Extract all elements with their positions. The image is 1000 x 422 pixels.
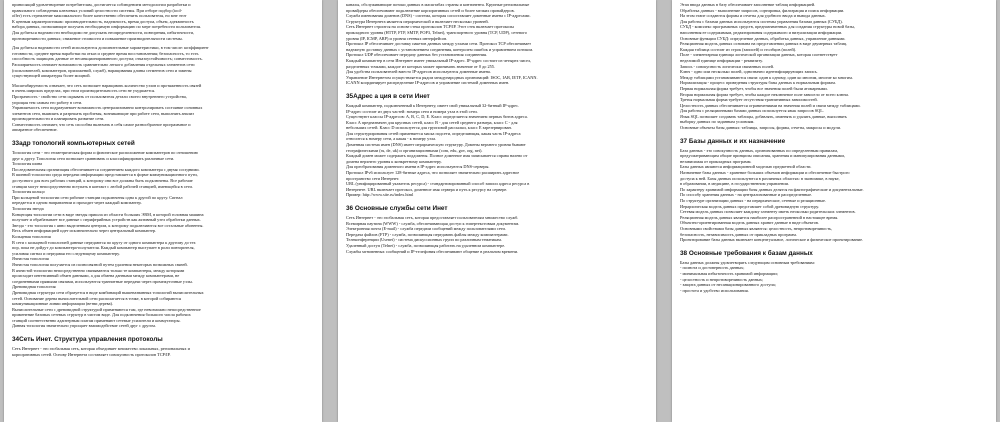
text-line: Структура Интернета является иерархической и включает несколько уровней. bbox=[346, 18, 489, 24]
text-paragraph bbox=[12, 45, 315, 79]
text-line: По характеру хранимой информации базы данных делятся на фактографические и документальные. bbox=[680, 186, 864, 192]
text-paragraph bbox=[12, 83, 315, 133]
text-line: доступного для всех рабочих станций, к которому они все должны быть подключены. Все рабочие bbox=[12, 178, 193, 184]
paragraph-gap bbox=[346, 86, 649, 90]
text-line: К ценным характеристикам: производительность, надежность, время доступа, объем, адекватность bbox=[12, 18, 194, 24]
text-line: географическими (ru, de, uk) и организационными (com, edu, gov, org, net). bbox=[346, 147, 483, 153]
text-line: доступа к ней. Базы данных используются в различных областях: в экономике, в науке, bbox=[680, 175, 840, 181]
text-line: offer) есть стремление максимального более качественно обеспечить пользователя, но мне этот bbox=[12, 13, 187, 19]
text-line: безопасность, независимость данных от прикладных программ. bbox=[680, 231, 797, 237]
text-line: Служба именования доменов (DNS) - система, которая сопоставляет доменные имена с IP-адресами. bbox=[346, 13, 531, 19]
text-line: Реляционная модель данных основана на представлении данных в виде двумерных таблиц. bbox=[680, 41, 848, 47]
text-paragraph bbox=[346, 2, 649, 86]
text-line: каналы, обслуживающие потоки данных в масштабах страны и континента. Крупные региональные bbox=[346, 2, 530, 7]
text-line: выборку данных по заданным условиям. bbox=[680, 119, 755, 125]
text-line: Вычислительные сети с древовидной структурой применяются там, где невозможно непосредственное bbox=[12, 306, 201, 312]
text-line: - простота и удобство использования. bbox=[680, 287, 749, 293]
text-line: URL (унифицированный указатель ресурса) - стандартизированный способ записи адреса ресурса в bbox=[346, 181, 530, 187]
text-line: неделимой единице информации - реквизиту. bbox=[680, 57, 763, 63]
text-line: Масштабируемость означает, что сеть позволяет наращивать количество узлов и протяженность связей bbox=[12, 82, 202, 88]
text-line: Существуют классы IP-адресов: A, B, C, D, E. Класс определяется значением первых битов адреса. bbox=[346, 114, 528, 120]
text-line: в образовании, в медицине, в государственном управлении. bbox=[680, 181, 789, 187]
document-page-2 bbox=[338, 0, 656, 422]
text-line: небольших сетей. Класс D используется для групповой рассылки, класс E зарезервирован. bbox=[346, 125, 512, 131]
text-line: Объектно-ориентированная модель данных хранит данные в виде объектов. bbox=[680, 220, 820, 226]
text-line: Управление Интернетом осуществляется рядом международных организаций: ISOC, IAB, IETF, ICANN. bbox=[346, 74, 538, 80]
text-line: Каждый компьютер, подключенный к Интернету, имеет свой уникальный 32-битный IP-адрес. bbox=[346, 102, 520, 108]
text-line: На этом этапе создаются формы и отчеты для удобного ввода и вывода данных. bbox=[680, 13, 826, 19]
text-line: Интернете. URL включает протокол, доменное имя сервера и путь к ресурсу на сервере. bbox=[346, 186, 508, 192]
text-line: существующей аппаратуры более мощной. bbox=[12, 73, 91, 79]
text-line: корпоративных сетей. Основу Интернета составляет совокупность протоколов TCP/IP. bbox=[12, 351, 171, 357]
text-line: Пример: http://www.site.ru/index.html bbox=[346, 192, 414, 198]
text-line: Базы данных являются информационной моделью предметной области. bbox=[680, 164, 812, 170]
text-line: Основными свойствами базы данных являются: целостность, непротиворечивость, bbox=[680, 225, 833, 231]
text-line: Древовидная топология bbox=[12, 284, 56, 290]
text-line: Прозрачность - свойство сети скрывать от пользователя детали своего внутреннего устройства, bbox=[12, 93, 187, 99]
text-line: Сеть Интернет строится на основе стека протоколов TCP/IP. Этот стек включает протоколы bbox=[346, 24, 514, 30]
text-line: Для добиться надежности сетей используются дополнительные характеристики, в том числе: коэффициент bbox=[12, 45, 209, 51]
text-line: IP-адрес состоит из двух частей: номера сети и номера узла в этой сети. bbox=[346, 108, 478, 114]
text-paragraph bbox=[680, 260, 989, 294]
paragraph-gap bbox=[346, 254, 649, 258]
document-page-3 bbox=[672, 0, 996, 422]
text-line: Между таблицами устанавливаются связи: один к одному, один ко многим, многие ко многим. bbox=[680, 74, 853, 80]
text-line: - минимальная избыточность хранимой информации; bbox=[680, 270, 778, 276]
text-line: Протокол IPv6 использует 128-битные адреса, что позволяет значительно расширить адресное bbox=[346, 170, 520, 176]
text-line: в очень широких пределах, при этом производительность сети не ухудшается. bbox=[12, 88, 156, 94]
text-line: Протокол UDP обеспечивает передачу данных без установления соединения. bbox=[346, 52, 487, 58]
text-line: (пользователей, компьютеров, приложений, служб), наращивания длины сегментов сети и замены bbox=[12, 67, 192, 73]
text-line: Обработка данных - выполнение запросов, сортировка, фильтрация и поиск информации. bbox=[680, 7, 845, 13]
text-line: Вторая нормальная форма требует, чтобы каждое неключевое поле зависело от всего ключа. bbox=[680, 91, 850, 97]
text-line: производительности и планировать развитие сети. bbox=[12, 116, 105, 122]
text-line: Ячеистая топология bbox=[12, 256, 49, 262]
text-line: Для добиться надежности необходимо не допускать неопределенности, повторения, избыточности, bbox=[12, 29, 195, 35]
text-line: провайдеры обеспечивают подключение корпоративных сетей и более мелких провайдеров. bbox=[346, 7, 515, 13]
section-heading: 35Адрес а ция в сети Инет bbox=[346, 92, 430, 100]
text-line: применение базовых сетевых структур в чистом виде. Для подключения большого числа рабочих bbox=[12, 312, 191, 318]
text-line: противоречивости данных; снижение стоимости и повышение производительности системы. bbox=[12, 35, 183, 41]
text-line: Первая нормальная форма требует, чтобы все значения полей были атомарными. bbox=[680, 85, 828, 91]
text-line: При кольцевой топологии сети рабочие станции подключены одна к другой по кругу. Сигнал bbox=[12, 194, 183, 200]
text-line: станций соответственно адаптерным платам применяют сетевые усилители и коммутаторы. bbox=[12, 317, 181, 323]
text-line: - целостность и непротиворечивость данных; bbox=[680, 276, 764, 282]
paragraph-gap bbox=[680, 131, 989, 135]
text-line: Звезда - это топология с явно выделенным центром, к которому подключаются все остальные абоненты. bbox=[12, 222, 204, 228]
text-line: СУБД - комплекс программных средств, предназначенных для создания структуры новой базы, bbox=[680, 24, 855, 30]
paragraph-gap bbox=[680, 293, 989, 297]
paragraph-gap bbox=[680, 243, 989, 247]
section-heading: 33адр топологий компьютерных сетей bbox=[12, 140, 135, 148]
text-line: Для удобства пользователей вместо IP-адресов используются доменные имена. bbox=[346, 69, 491, 75]
page-text-3 bbox=[680, 2, 989, 420]
text-line: готовности, среднее время наработки на отказ и среднее время восстановления; безопасность, то есть bbox=[12, 50, 199, 56]
text-line: Для работы с реляционными базами данных используется язык запросов SQL. bbox=[680, 108, 824, 114]
text-line: разделенных точками, каждое из которых может принимать значение от 0 до 255. bbox=[346, 63, 496, 69]
text-line: получает и обрабатывает все данные с периферийных устройств как активный узел обработки данных. bbox=[12, 217, 201, 223]
text-line: Топология звезда bbox=[12, 206, 44, 211]
text-paragraph bbox=[12, 346, 315, 357]
text-line: Данная топология значительно упрощает взаимодействие сетей друг с другом. bbox=[12, 323, 156, 329]
text-line: Класс A предназначен для крупных сетей, класс B - для сетей среднего размера, класс C - для bbox=[346, 119, 518, 125]
document-page-1 bbox=[4, 0, 322, 422]
text-paragraph bbox=[680, 2, 989, 131]
text-line: Доменная система имен (DNS) имеет иерархическую структуру. Домены верхнего уровня бывают bbox=[346, 142, 526, 148]
text-line: набора данных, позволяющие получать необходимую информацию по мере потребности пользователя. bbox=[12, 24, 201, 30]
text-line: соединенными прямыми связями, используются транзитные передачи через промежуточные узлы. bbox=[12, 278, 193, 284]
text-line: Кольцевая топология bbox=[12, 233, 51, 239]
text-line: сетей. Основание дерева вычислительной сети располагается в точке, в которой собираются bbox=[12, 295, 181, 301]
paragraph-gap bbox=[346, 198, 649, 202]
text-line: способность защищать данные от несанкционированного доступа; отказоустойчивость; совместимость. bbox=[12, 56, 203, 62]
text-line: Иерархическая модель данных представляет собой древовидную структуру. bbox=[680, 203, 820, 209]
text-line: Запись - совокупность логически связанных полей. bbox=[680, 63, 774, 69]
text-line: Для структурирования сетей применяется маска подсети, определяющая, какая часть IP-адреса bbox=[346, 130, 521, 136]
text-line: Назначение базы данных - хранение больших объемов информации и обеспечение быстрого bbox=[680, 170, 850, 176]
section-heading: 37 Базы данных и их назначение bbox=[680, 137, 786, 145]
text-line: По структуре организации данных - на иерархические, сетевые и реляционные. bbox=[680, 198, 826, 203]
text-line: Последовательная организация обеспечивается соединением каждого компьютера с двумя соседними. bbox=[12, 166, 200, 172]
text-line: Телеконференции (Usenet) - система дискуссионных групп по различным тематикам. bbox=[346, 237, 502, 243]
text-paragraph bbox=[12, 2, 315, 41]
text-line: правильного соблюдения ключевых условий целостности системы. При отборе подбор (tool- bbox=[12, 7, 183, 13]
text-line: наполнения ее содержимым, редактирования содержимого и визуализации информации. bbox=[680, 29, 843, 35]
text-paragraph bbox=[12, 150, 315, 329]
text-line: Ячеистая топология получается из полносвязной путем удаления некоторых возможных связей. bbox=[12, 261, 188, 267]
text-line: Топология кольцо bbox=[12, 189, 45, 195]
text-line: Передача файлов (FTP) - служба, позволяющая передавать файлы между компьютерами. bbox=[346, 231, 509, 237]
text-line: Весь обмен информацией идет исключительно через центральный компьютер. bbox=[12, 228, 157, 234]
text-line: В сети с кольцевой топологией данные передаются по кругу от одного компьютера к другому до тех bbox=[12, 239, 196, 245]
paragraph-gap bbox=[12, 357, 315, 361]
text-line: Удаленный доступ (Telnet) - служба, позволяющая работать на удаленном компьютере. bbox=[346, 242, 506, 248]
text-line: Каждый домен может содержать поддомены. Полное доменное имя записывается справа налево от bbox=[346, 153, 528, 159]
text-line: Поле - элементарная единица логической организации данных, которая соответствует bbox=[680, 52, 838, 58]
text-line: Протокол IP обеспечивает доставку пакетов данных между узлами сети. Протокол TCP обеспечивает bbox=[346, 41, 532, 47]
text-line: - полнота и достоверность данных; bbox=[680, 265, 745, 271]
text-line: Язык SQL позволяет создавать таблицы, добавлять, изменять и удалять данные, выполнять bbox=[680, 113, 847, 119]
text-line: аппаратное обеспечение. bbox=[12, 127, 58, 133]
text-line: В шинной топологии среда передачи информации представляется в форме коммуникационного пути, bbox=[12, 172, 198, 178]
text-line: Основные объекты базы данных: таблицы, запросы, формы, отчеты, макросы и модули. bbox=[680, 125, 841, 131]
paragraph-gap bbox=[12, 133, 315, 137]
text-line: передается в одном направлении и проходит через каждый компьютер. bbox=[12, 200, 142, 206]
text-line: Основные функции СУБД: определение данных, обработка данных, управление данными. bbox=[680, 35, 846, 41]
text-line: Совместимость означает, что сеть способна включать в себя самое разнообразное программное и bbox=[12, 121, 191, 127]
text-line: Ключ - одно или несколько полей, однозначно идентифицирующих запись. bbox=[680, 69, 818, 75]
text-line: База данных - это совокупность данных, организованных по определенным правилам, bbox=[680, 147, 839, 153]
text-line: прикладного уровня (HTTP, FTP, SMTP, POP3, Telnet), транспортного уровня (TCP, UDP), сетевого bbox=[346, 29, 527, 35]
text-line: Третья нормальная форма требует отсутствия транзитивных зависимостей. bbox=[680, 97, 818, 103]
text-line: домена верхнего уровня к конкретному компьютеру. bbox=[346, 158, 442, 164]
text-line: усиливая сигнал и передавая его следующему компьютеру. bbox=[12, 250, 120, 256]
text-line: происходит интенсивный обмен данными, а для обмена данными между компьютерами, не bbox=[12, 273, 180, 279]
text-line: Всемирная паутина (WWW) - служба, обеспечивающая доступ к гипертекстовым документам. bbox=[346, 220, 520, 226]
section-heading: 38 Основные требования к базам данных bbox=[680, 249, 813, 257]
text-line: пор, пока не дойдут до компьютера-получателя. Каждый компьютер выступает в роли повторителя, bbox=[12, 245, 195, 251]
text-line: Топология сети - это геометрическая форма и физическое расположение компьютеров по отношению bbox=[12, 150, 198, 156]
text-line: элементов сети, выявлять и разрешать проблемы, возникающие при работе сети, выполнять анализ bbox=[12, 110, 194, 116]
text-line: Для работы с базами данных используются системы управления базами данных (СУБД). bbox=[680, 18, 843, 24]
text-line: Для преобразования доменного имени в IP-адрес используются DNS-серверы. bbox=[346, 164, 490, 170]
text-line: Управляемость сети подразумевает возможность централизованно контролировать состояние основных bbox=[12, 105, 203, 111]
section-heading: 34Сеть Инет. Структура управления протоколы bbox=[12, 336, 163, 344]
text-line: надежную доставку данных с установлением соединения, контролем ошибок и управлением потоком. bbox=[346, 46, 534, 52]
text-line: пространство сети Интернет. bbox=[346, 175, 400, 181]
text-line: приносящий удовлетворение потребителям, достигается соблюдением методологии разработки и bbox=[12, 2, 191, 7]
text-line: Каждая таблица состоит из строк (записей) и столбцов (полей). bbox=[680, 46, 797, 52]
page-text-2 bbox=[346, 2, 649, 420]
page-text-1 bbox=[12, 2, 315, 420]
text-line: уровня (IP, ICMP, ARP) и уровня сетевых интерфейсов. bbox=[346, 35, 448, 41]
text-line: Топология шина bbox=[12, 161, 43, 167]
paragraph-gap bbox=[12, 329, 315, 333]
text-line: Сеть Интернет - это глобальная сеть, которая объединяет множество локальных, региональных и bbox=[12, 346, 190, 352]
text-line: относится к номеру сети, а какая - к номеру узла. bbox=[346, 136, 437, 142]
text-line: независимая от прикладных программ. bbox=[680, 158, 752, 164]
text-line: Реляционная модель данных является наиболее распространенной в настоящее время. bbox=[680, 214, 839, 220]
text-line: - защита данных от несанкционированного доступа; bbox=[680, 282, 776, 288]
text-line: станции могут непосредственно вступать в контакт с любой рабочей станцией, имеющейся в сети. bbox=[12, 183, 193, 189]
text-line: Каждый компьютер в сети Интернет имеет уникальный IP-адрес. IP-адрес состоит из четырех чисел, bbox=[346, 57, 532, 63]
text-line: Электронная почта (E-mail) - служба передачи сообщений между пользователями сети. bbox=[346, 226, 506, 232]
text-line: коммуникационные линии информации (ветви дерева). bbox=[12, 301, 114, 307]
text-line: По способу хранения данных - на централизованные и распределенные. bbox=[680, 192, 813, 198]
section-heading: 36 Основные службы сети Инет bbox=[346, 205, 448, 212]
text-line: Расширяемость означает возможность сравнительно легкого добавления отдельных элементов сети bbox=[12, 61, 195, 67]
text-line: Целостность данных обеспечивается ограничениями на значения полей и связи между таблицами. bbox=[680, 102, 861, 108]
text-line: ICANN координирует распределение IP-адресов и управление системой доменных имен. bbox=[346, 80, 510, 86]
text-line: Сетевая модель данных позволяет каждому элементу иметь несколько родительских элементов. bbox=[680, 209, 856, 215]
text-line: упрощая тем самым его работу в сети. bbox=[12, 99, 83, 105]
text-line: В ячеистой топологии непосредственно связываются только те компьютеры, между которыми bbox=[12, 267, 185, 273]
text-paragraph bbox=[346, 215, 649, 254]
text-line: Службы мгновенных сообщений и IP-телефония обеспечивают общение в реальном времени. bbox=[346, 248, 519, 254]
text-line: предусматривающим общие принципы описания, хранения и манипулирования данными, bbox=[680, 153, 845, 159]
text-line: Базы данных должны удовлетворять следующим основным требованиям: bbox=[680, 259, 815, 265]
text-paragraph bbox=[680, 148, 989, 243]
text-line: друг к другу. Топология сети позволяет сравнивать и классифицировать различные сети. bbox=[12, 155, 175, 161]
text-line: Древовидная структура сети образуется в виде комбинаций вышеназванных топологий вычислительных bbox=[12, 289, 204, 295]
text-line: Этап ввода данных в базу обеспечивает заполнение таблиц информацией. bbox=[680, 2, 816, 7]
text-line: Сеть Интернет - это глобальная сеть, которая предоставляет пользователям множество служб. bbox=[346, 215, 519, 220]
text-line: Нормализация - процесс приведения структуры базы данных к нормальным формам. bbox=[680, 80, 836, 86]
text-line: Концепция топологии сети в виде звезды пришла из области больших ЭВМ, в которой головная машина bbox=[12, 211, 204, 217]
text-line: Проектирование базы данных включает концептуальное, логическое и физическое проектирование. bbox=[680, 237, 864, 243]
text-paragraph bbox=[346, 103, 649, 198]
